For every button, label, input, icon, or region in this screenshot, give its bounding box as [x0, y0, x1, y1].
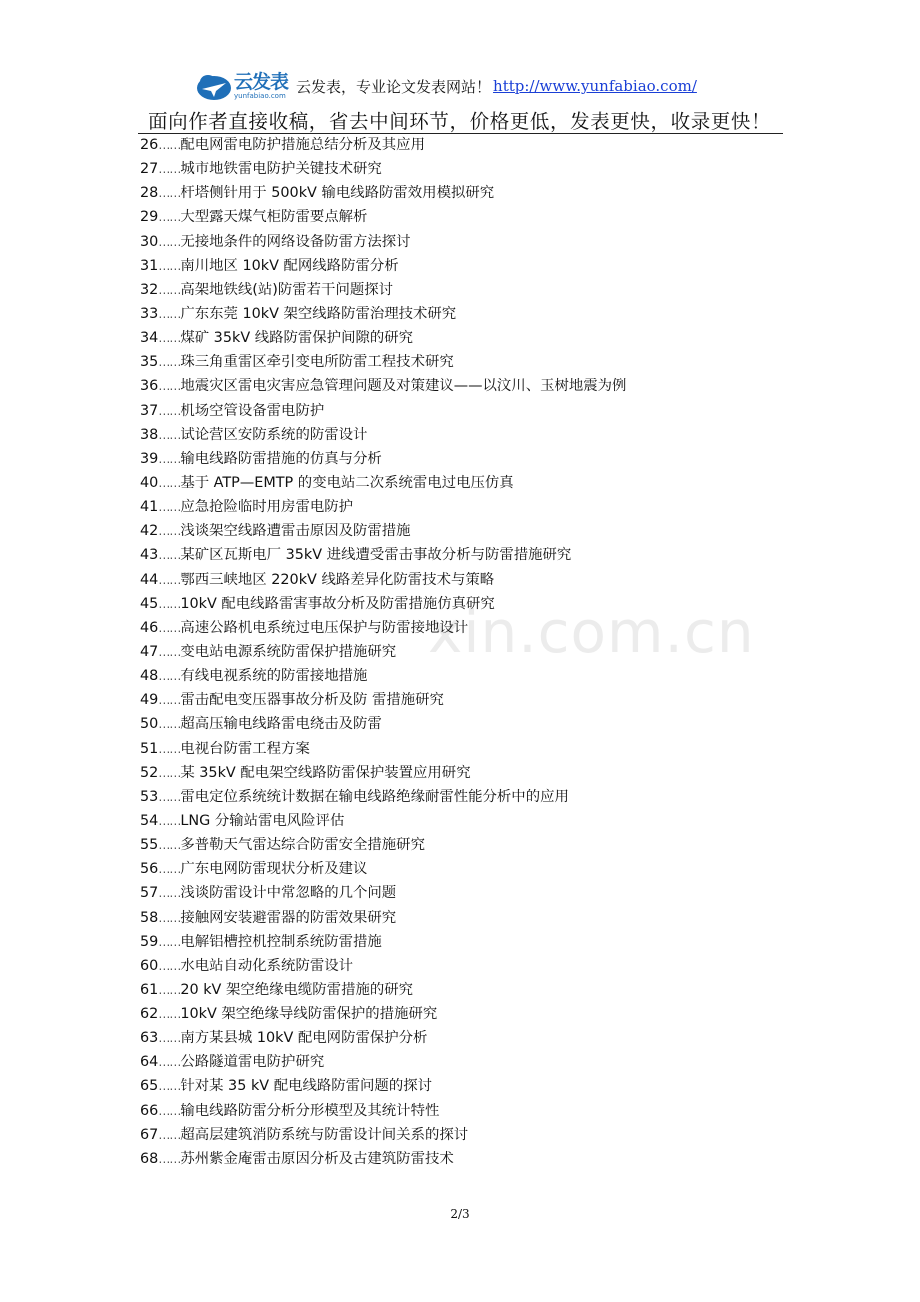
leader-dots: ……	[158, 475, 181, 490]
page-header	[196, 68, 697, 104]
item-number: 41	[140, 499, 159, 516]
item-title: 20 kV 架空绝缘电缆防雷措施的研究	[180, 981, 414, 998]
leader-dots: ……	[158, 958, 181, 973]
leader-dots: ……	[158, 548, 181, 563]
leader-dots: ……	[158, 500, 181, 515]
list-item	[140, 712, 626, 736]
item-title: 电解铝槽控机控制系统防雷措施	[180, 933, 382, 950]
list-item	[140, 1123, 626, 1147]
leader-dots: ……	[158, 331, 181, 346]
leader-dots: ……	[158, 451, 181, 466]
list-item	[140, 664, 626, 688]
item-number: 42	[140, 523, 159, 540]
item-number: 29	[140, 209, 159, 226]
list-item	[140, 326, 626, 350]
leader-dots: ……	[158, 813, 181, 828]
list-item	[140, 447, 626, 471]
item-number: 48	[140, 668, 159, 685]
leader-dots: ……	[158, 306, 181, 321]
list-item	[140, 495, 626, 519]
leader-dots: ……	[158, 282, 181, 297]
list-item	[140, 906, 626, 930]
leader-dots: ……	[158, 524, 181, 539]
leader-dots: ……	[158, 693, 181, 708]
header-tagline: 面向作者直接收稿，省去中间环节，价格更低，发表更快，收录更快！	[148, 110, 772, 133]
item-title: 煤矿 35kV 线路防雷保护间隙的研究	[180, 330, 414, 347]
paper-title-list	[140, 133, 626, 1171]
leader-dots: ……	[158, 838, 181, 853]
item-title: 无接地条件的网络设备防雷方法探讨	[180, 233, 411, 250]
item-number: 50	[140, 716, 159, 733]
site-logo[interactable]	[196, 71, 288, 101]
item-number: 54	[140, 812, 159, 829]
item-number: 55	[140, 837, 159, 854]
item-number: 64	[140, 1054, 159, 1071]
header-slogan: 云发表，专业论文发表网站！	[296, 77, 492, 96]
leader-dots: ……	[158, 1151, 181, 1166]
item-number: 26	[140, 137, 159, 153]
item-title: 输电线路防雷分析分形模型及其统计特性	[180, 1102, 440, 1119]
list-item	[140, 640, 626, 664]
item-title: 苏州紫金庵雷击原因分析及古建筑防雷技术	[180, 1150, 454, 1167]
leader-dots: ……	[158, 982, 181, 997]
item-title: 城市地铁雷电防护关键技术研究	[180, 161, 382, 178]
item-title: 高速公路机电系统过电压保护与防雷接地设计	[180, 619, 469, 636]
list-item	[140, 205, 626, 229]
item-number: 38	[140, 426, 159, 443]
leader-dots: ……	[158, 934, 181, 949]
item-title: 南方某县城 10kV 配电网防雷保护分析	[180, 1030, 428, 1047]
item-title: 雷击配电变压器事故分析及防 雷措施研究	[180, 692, 444, 709]
item-number: 66	[140, 1102, 159, 1119]
list-item	[140, 688, 626, 712]
list-item	[140, 881, 626, 905]
item-number: 35	[140, 354, 159, 371]
list-item	[140, 423, 626, 447]
item-number: 39	[140, 450, 159, 467]
item-number: 47	[140, 643, 159, 660]
leader-dots: ……	[158, 765, 181, 780]
item-number: 46	[140, 619, 159, 636]
item-title: 地震灾区雷电灾害应急管理问题及对策建议——以汶川、玉树地震为例	[180, 378, 627, 395]
item-number: 37	[140, 402, 159, 419]
list-item	[140, 592, 626, 616]
leader-dots: ……	[158, 572, 181, 587]
list-item	[140, 1026, 626, 1050]
item-number: 30	[140, 233, 159, 250]
list-item	[140, 230, 626, 254]
item-number: 44	[140, 571, 159, 588]
leader-dots: ……	[158, 717, 181, 732]
list-item	[140, 350, 626, 374]
item-number: 33	[140, 305, 159, 322]
item-number: 68	[140, 1150, 159, 1167]
item-number: 36	[140, 378, 159, 395]
item-number: 43	[140, 547, 159, 564]
item-number: 58	[140, 909, 159, 926]
list-item	[140, 833, 626, 857]
leader-dots: ……	[158, 862, 181, 877]
item-title: LNG 分输站雷电风险评估	[180, 812, 345, 829]
list-item	[140, 157, 626, 181]
item-title: 针对某 35 kV 配电线路防雷问题的探讨	[180, 1078, 432, 1095]
list-item	[140, 1002, 626, 1026]
leader-dots: ……	[158, 620, 181, 635]
leader-dots: ……	[158, 186, 181, 201]
list-item	[140, 809, 626, 833]
item-title: 10kV 配电线路雷害事故分析及防雷措施仿真研究	[180, 595, 495, 612]
item-number: 60	[140, 957, 159, 974]
list-item	[140, 1147, 626, 1171]
item-title: 南川地区 10kV 配网线路防雷分析	[180, 257, 399, 274]
leader-dots: ……	[158, 210, 181, 225]
list-item	[140, 930, 626, 954]
list-item	[140, 857, 626, 881]
list-item	[140, 471, 626, 495]
item-number: 53	[140, 788, 159, 805]
list-item	[140, 374, 626, 398]
page-number: 2/3	[450, 1207, 470, 1221]
item-title: 珠三角重雷区牵引变电所防雷工程技术研究	[180, 354, 454, 371]
logo-domain: yunfabiao.com	[234, 92, 286, 100]
item-number: 27	[140, 161, 159, 178]
item-number: 57	[140, 885, 159, 902]
cloud-plane-icon	[196, 71, 232, 101]
leader-dots: ……	[158, 162, 181, 177]
item-number: 34	[140, 330, 159, 347]
leader-dots: ……	[158, 1127, 181, 1142]
item-number: 32	[140, 281, 159, 298]
item-title: 10kV 架空绝缘导线防雷保护的措施研究	[180, 1006, 438, 1023]
item-title: 输电线路防雷措施的仿真与分析	[180, 450, 382, 467]
item-title: 试论营区安防系统的防雷设计	[180, 426, 368, 443]
leader-dots: ……	[158, 1031, 181, 1046]
item-title: 公路隧道雷电防护研究	[180, 1054, 325, 1071]
leader-dots: ……	[158, 886, 181, 901]
item-title: 有线电视系统的防雷接地措施	[180, 668, 368, 685]
item-number: 49	[140, 692, 159, 709]
item-title: 超高压输电线路雷电绕击及防雷	[180, 716, 382, 733]
item-number: 67	[140, 1126, 159, 1143]
item-title: 浅谈防雷设计中常忽略的几个问题	[180, 885, 397, 902]
leader-dots: ……	[158, 1103, 181, 1118]
list-item	[140, 543, 626, 567]
item-number: 62	[140, 1006, 159, 1023]
list-item	[140, 181, 626, 205]
item-title: 广东东莞 10kV 架空线路防雷治理技术研究	[180, 305, 457, 322]
item-title: 基于 ATP—EMTP 的变电站二次系统雷电过电压仿真	[180, 474, 514, 491]
list-item	[140, 785, 626, 809]
item-title: 某矿区瓦斯电厂 35kV 进线遭受雷击事故分析与防雷措施研究	[180, 547, 572, 564]
item-title: 多普勒天气雷达综合防雷安全措施研究	[180, 837, 425, 854]
item-title: 电视台防雷工程方案	[180, 740, 310, 757]
item-title: 雷电定位系统统计数据在输电线路绝缘耐雷性能分析中的应用	[180, 788, 569, 805]
leader-dots: ……	[158, 1079, 181, 1094]
item-number: 52	[140, 764, 159, 781]
leader-dots: ……	[158, 789, 181, 804]
leader-dots: ……	[158, 379, 181, 394]
item-title: 水电站自动化系统防雷设计	[180, 957, 354, 974]
list-item	[140, 254, 626, 278]
item-title: 变电站电源系统防雷保护措施研究	[180, 643, 397, 660]
list-item	[140, 399, 626, 423]
list-item	[140, 133, 626, 157]
watermark: xin.com.cn	[428, 598, 755, 666]
list-item	[140, 1050, 626, 1074]
leader-dots: ……	[158, 910, 181, 925]
item-number: 56	[140, 861, 159, 878]
item-title: 机场空管设备雷电防护	[180, 402, 325, 419]
item-number: 61	[140, 981, 159, 998]
leader-dots: ……	[158, 403, 181, 418]
list-item	[140, 1099, 626, 1123]
item-title: 超高层建筑消防系统与防雷设计间关系的探讨	[180, 1126, 469, 1143]
list-item	[140, 278, 626, 302]
item-number: 51	[140, 740, 159, 757]
leader-dots: ……	[158, 1007, 181, 1022]
list-item	[140, 1074, 626, 1098]
item-title: 杆塔侧针用于 500kV 输电线路防雷效用模拟研究	[180, 185, 495, 202]
leader-dots: ……	[158, 258, 181, 273]
list-item	[140, 737, 626, 761]
item-number: 40	[140, 474, 159, 491]
item-title: 鄂西三峡地区 220kV 线路差异化防雷技术与策略	[180, 571, 495, 588]
leader-dots: ……	[158, 138, 181, 152]
item-title: 高架地铁线(站)防雷若干问题探讨	[180, 281, 394, 298]
item-number: 28	[140, 185, 159, 202]
item-number: 31	[140, 257, 159, 274]
item-title: 配电网雷电防护措施总结分析及其应用	[180, 137, 425, 153]
leader-dots: ……	[158, 234, 181, 249]
list-item	[140, 519, 626, 543]
leader-dots: ……	[158, 427, 181, 442]
item-title: 浅谈架空线路遭雷击原因及防雷措施	[180, 523, 411, 540]
leader-dots: ……	[158, 644, 181, 659]
leader-dots: ……	[158, 1055, 181, 1070]
leader-dots: ……	[158, 596, 181, 611]
list-item	[140, 978, 626, 1002]
site-url-link[interactable]: http://www.yunfabiao.com/	[493, 77, 697, 95]
logo-name: 云发表	[234, 71, 289, 93]
list-item	[140, 761, 626, 785]
item-title: 接触网安装避雷器的防雷效果研究	[180, 909, 397, 926]
leader-dots: ……	[158, 355, 181, 370]
list-item	[140, 954, 626, 978]
item-title: 应急抢险临时用房雷电防护	[180, 499, 354, 516]
item-number: 65	[140, 1078, 159, 1095]
item-title: 大型露天煤气柜防雷要点解析	[180, 209, 368, 226]
leader-dots: ……	[158, 741, 181, 756]
list-item	[140, 302, 626, 326]
list-item	[140, 568, 626, 592]
list-item	[140, 616, 626, 640]
item-number: 63	[140, 1030, 159, 1047]
item-number: 45	[140, 595, 159, 612]
item-title: 某 35kV 配电架空线路防雷保护装置应用研究	[180, 764, 471, 781]
leader-dots: ……	[158, 669, 181, 684]
item-title: 广东电网防雷现状分析及建议	[180, 861, 368, 878]
item-number: 59	[140, 933, 159, 950]
